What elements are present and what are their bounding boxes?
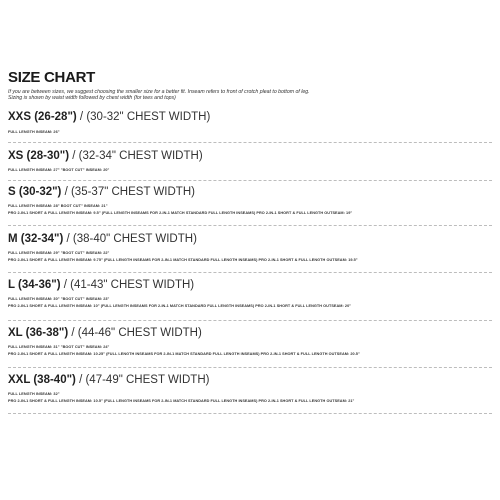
divider bbox=[8, 413, 492, 414]
divider bbox=[8, 367, 492, 368]
size-heading bbox=[8, 279, 492, 292]
divider bbox=[8, 180, 492, 181]
intro-line-1: If you are between sizes, we suggest choosing the smaller size for a better fit. Inseam refers to front of crotch pleat to bottom of leg. bbox=[8, 89, 310, 95]
page-title: SIZE CHART bbox=[8, 69, 96, 86]
size-block-m bbox=[8, 233, 492, 262]
chest-width: / (35-37" CHEST WIDTH) bbox=[61, 186, 195, 198]
waist-size: XXL (38-40") bbox=[8, 374, 76, 386]
waist-size: M (32-34") bbox=[8, 233, 64, 245]
waist-size: XXS (26-28") bbox=[8, 111, 77, 123]
divider bbox=[8, 225, 492, 226]
inseam-detail: FULL LENGTH INSEAM: 30" "BOOT CUT" INSEAM: 23" bbox=[8, 297, 110, 301]
chest-width: / (38-40" CHEST WIDTH) bbox=[63, 233, 197, 245]
pro-2in1-detail: PRO 2-IN-1 SHORT & FULL LENGTH INSEAM: 9.5" (FULL LENGTH INSEAMS FOR 2-IN-1 MATCH STANDARD FULL LENGTH INSEAMS) PRO 2-IN-1 SHORT & FULL LENGTH OUTSEAM: 19" bbox=[8, 210, 353, 215]
waist-size: S (30-32") bbox=[8, 186, 62, 198]
pro-2in1-detail: PRO 2-IN-1 SHORT & FULL LENGTH INSEAM: 9.75" (FULL LENGTH INSEAMS FOR 2-IN-1 MATCH STANDARD FULL LENGTH INSEAMS) PRO 2-IN-1 SHORT & FULL LENGTH OUTSEAM: 19.5" bbox=[8, 257, 358, 262]
chest-width: / (30-32" CHEST WIDTH) bbox=[76, 111, 211, 123]
size-block-xl bbox=[8, 327, 492, 356]
waist-size: L (34-36") bbox=[8, 279, 61, 291]
inseam-detail: FULL LENGTH INSEAM: 31" "BOOT CUT" INSEAM: 24" bbox=[8, 345, 110, 349]
size-heading bbox=[8, 150, 492, 163]
inseam-detail: FULL LENGTH INSEAM: 27" "BOOT CUT" INSEAM: 20" bbox=[8, 168, 110, 172]
chest-width: / (47-49" CHEST WIDTH) bbox=[75, 374, 210, 386]
inseam-detail: FULL LENGTH INSEAM: 32" bbox=[8, 392, 60, 396]
chest-width: / (44-46" CHEST WIDTH) bbox=[68, 327, 202, 339]
size-chart bbox=[8, 70, 492, 102]
size-block-xxl bbox=[8, 374, 492, 403]
chest-width: / (32-34" CHEST WIDTH) bbox=[69, 150, 203, 162]
intro-line-2: Sizing is shown by waist width followed by chest width (for tees and tops) bbox=[8, 95, 176, 102]
chest-width: / (41-43" CHEST WIDTH) bbox=[60, 279, 195, 291]
waist-size: XS (28-30") bbox=[8, 150, 70, 162]
size-heading bbox=[8, 374, 492, 387]
inseam-detail: FULL LENGTH INSEAM: 26" bbox=[8, 130, 60, 134]
size-block-l bbox=[8, 279, 492, 308]
pro-2in1-detail: PRO 2-IN-1 SHORT & FULL LENGTH INSEAM: 10" (FULL LENGTH INSEAMS FOR 2-IN-1 MATCH STANDARD FULL LENGTH INSEAMS) PRO 2-IN-1 SHORT & FULL LENGTH OUTSEAM: 20" bbox=[8, 303, 352, 308]
size-block-xxs bbox=[8, 111, 492, 135]
waist-size: XL (36-38") bbox=[8, 327, 69, 339]
size-heading bbox=[8, 111, 492, 124]
divider bbox=[8, 320, 492, 321]
pro-2in1-detail: PRO 2-IN-1 SHORT & FULL LENGTH INSEAM: 10.25" (FULL LENGTH INSEAMS FOR 2-IN-1 MATCH STANDARD FULL LENGTH INSEAMS) PRO 2-IN-1 SHORT & FULL LENGTH OUTSEAM: 20.5" bbox=[8, 351, 360, 356]
divider bbox=[8, 272, 492, 273]
size-heading bbox=[8, 233, 492, 246]
size-block-s bbox=[8, 186, 492, 215]
size-block-xs bbox=[8, 150, 492, 173]
inseam-detail: FULL LENGTH INSEAM: 29" "BOOT CUT" INSEAM: 22" bbox=[8, 251, 110, 255]
size-heading bbox=[8, 327, 492, 340]
inseam-detail: FULL LENGTH INSEAM: 28" BOOT CUT" INSEAM: 21" bbox=[8, 204, 108, 208]
divider bbox=[8, 142, 492, 143]
size-heading bbox=[8, 186, 492, 199]
pro-2in1-detail: PRO 2-IN-1 SHORT & FULL LENGTH INSEAM: 10.5" (FULL LENGTH INSEAMS FOR 2-IN-1 MATCH STANDARD FULL LENGTH INSEAMS) PRO 2-IN-1 SHORT & FULL LENGTH OUTSEAM: 21" bbox=[8, 398, 355, 403]
